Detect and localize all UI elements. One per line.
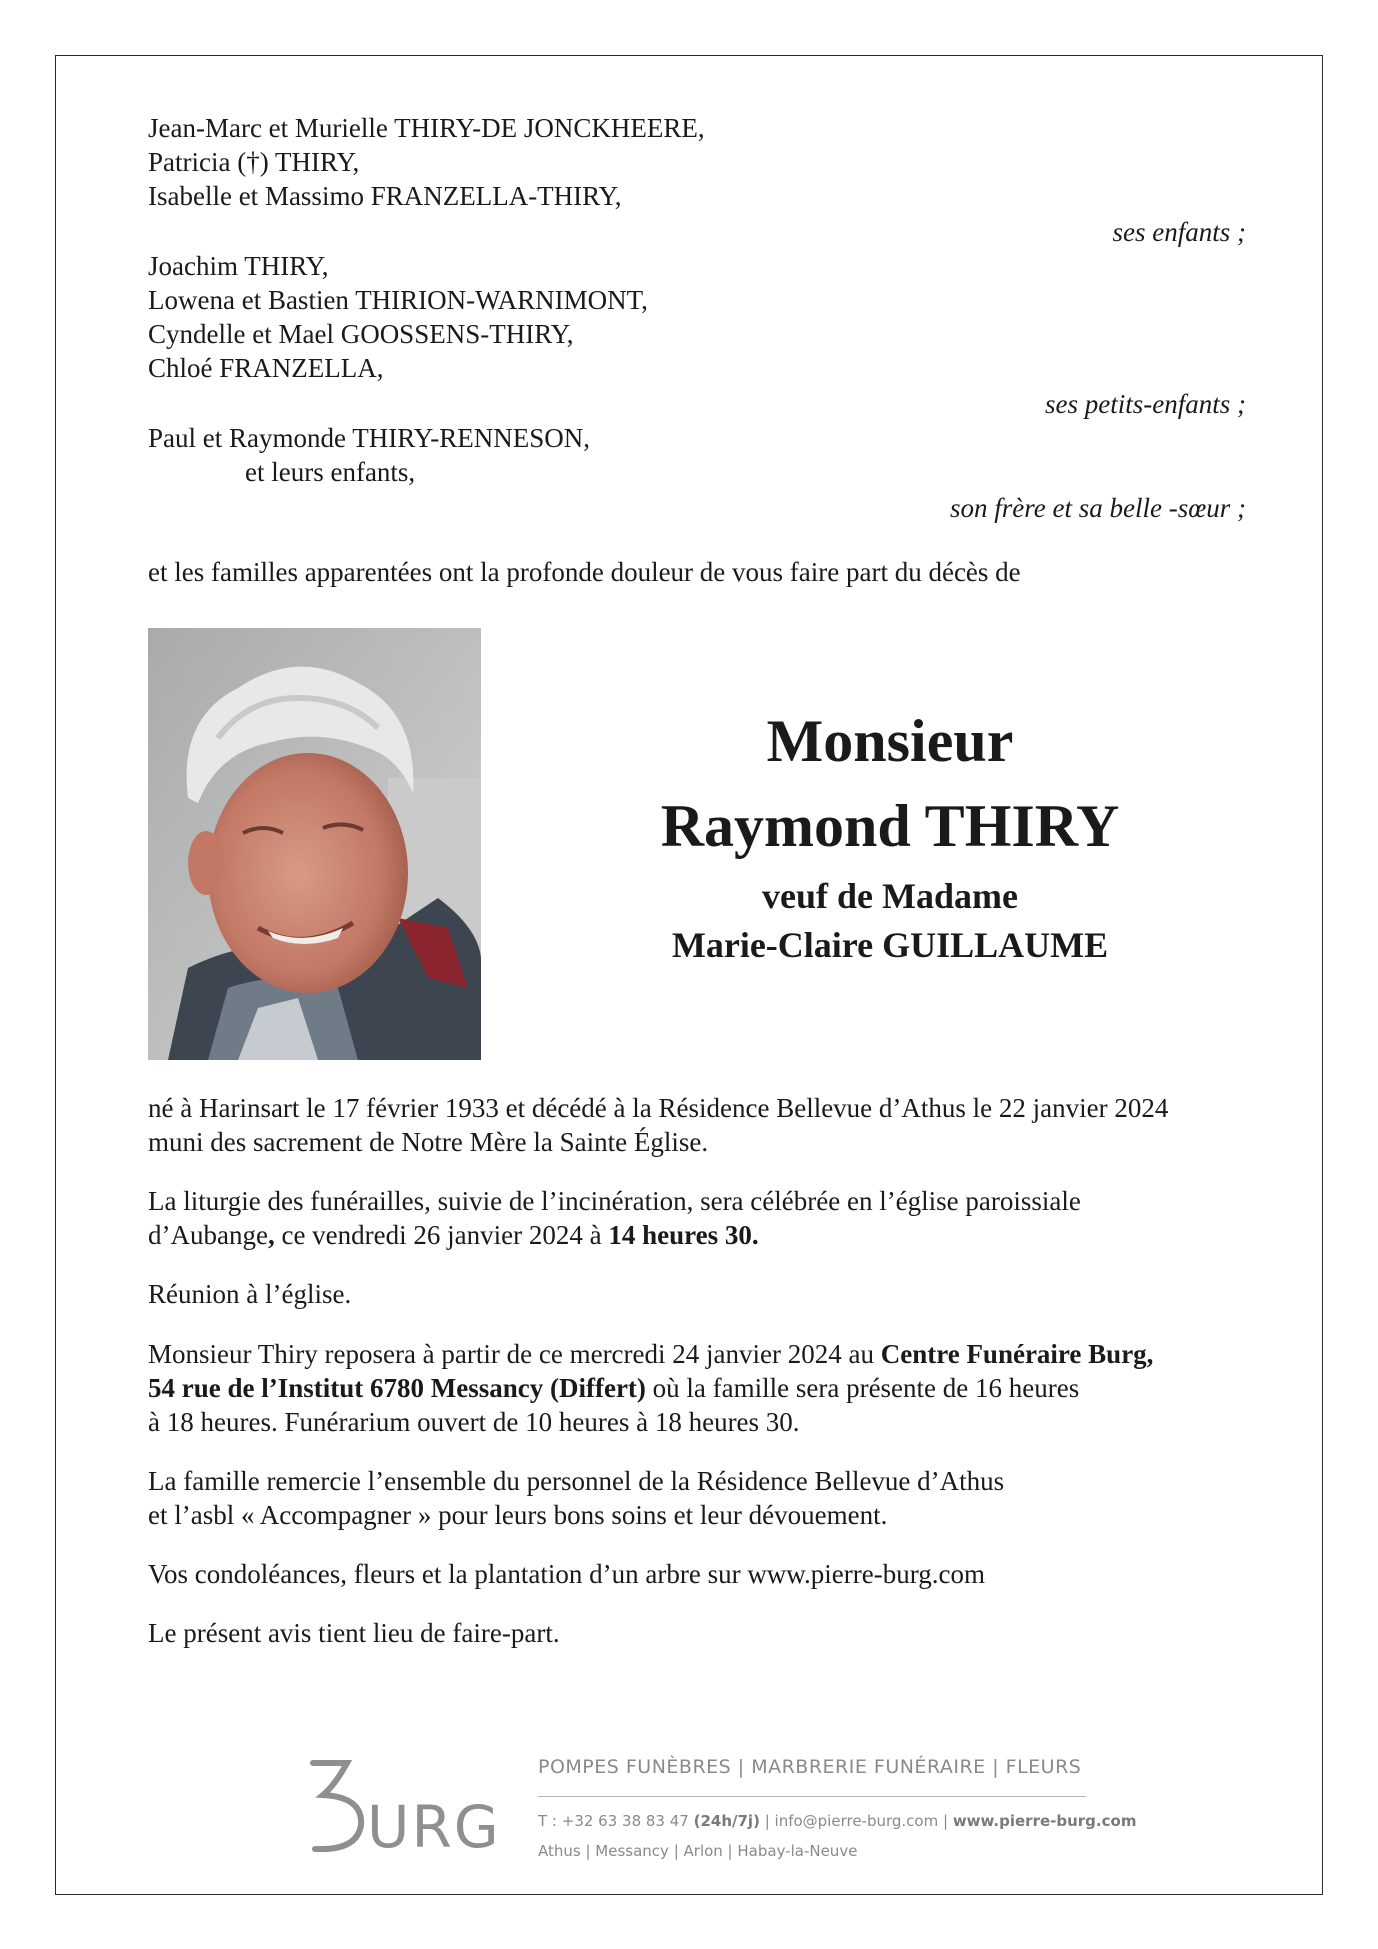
grandchild-line-1: Joachim THIRY, [148,251,329,281]
deceased-title: Monsieur [766,708,1014,774]
grandchild-line-3: Cyndelle et Mael GOOSSENS-THIRY, [148,319,574,349]
notice-line: Le présent avis tient lieu de faire-part. [148,1618,560,1648]
rest-line-3: à 18 heures. Funérarium ouvert de 10 heures à 18 heures 30. [148,1407,800,1437]
child-line-1: Jean-Marc et Murielle THIRY-DE JONCKHEERE, [148,113,705,143]
child-line-3: Isabelle et Massimo FRANZELLA-THIRY, [148,181,622,211]
footer-places: Athus | Messancy | Arlon | Habay-la-Neuve [538,1842,858,1860]
children-role: ses enfants ; [1112,217,1246,247]
sibling-role: son frère et sa belle -sœur ; [950,493,1246,523]
liturgy-time: 14 heures 30. [608,1220,759,1250]
footer-website-link: www.pierre-burg.com [952,1812,1137,1830]
footer-services: POMPES FUNÈBRES | MARBRERIE FUNÉRAIRE | FLEURS [538,1756,1082,1778]
reunion-line: Réunion à l’église. [148,1279,352,1309]
funeral-centre-name: Centre Funéraire Burg, [880,1339,1154,1369]
deceased-name: Raymond THIRY [660,793,1120,859]
rest-line-2: 54 rue de l’Institut 6780 Messancy (Differt) où la famille sera présente de 16 heures [148,1373,1080,1403]
rest-line-1: Monsieur Thiry reposera à partir de ce mercredi 24 janvier 2024 au Centre Funéraire Burg, [148,1339,1154,1369]
burg-logo [305,1755,495,1855]
sibling-children-line: et leurs enfants, [245,457,416,487]
condolences-line: Vos condoléances, fleurs et la plantation d’un arbre sur www.pierre-burg.com [148,1559,985,1589]
sibling-line: Paul et Raymonde THIRY-RENNESON, [148,423,590,453]
svg-text:URG: URG [367,1793,495,1855]
footer-divider [538,1796,1086,1797]
portrait-photo [148,628,481,1060]
grandchild-line-2: Lowena et Bastien THIRION-WARNIMONT, [148,285,648,315]
thanks-line-1: La famille remercie l’ensemble du personnel de la Résidence Bellevue d’Athus [148,1466,1005,1496]
announcement-line: et les familles apparentées ont la profonde douleur de vous faire part du décès de [148,557,1021,587]
birth-death-line-1: né à Harinsart le 17 février 1933 et décédé à la Résidence Bellevue d’Athus le 22 janvier 2024 [148,1093,1169,1123]
thanks-line-2: et l’asbl « Accompagner » pour leurs bons soins et leur dévouement. [148,1500,888,1530]
grandchild-line-4: Chloé FRANZELLA, [148,353,384,383]
funeral-centre-address: 54 rue de l’Institut 6780 Messancy (Differt) [148,1373,646,1403]
liturgy-line-2: d’Aubange, ce vendredi 26 janvier 2024 à 14 heures 30. [148,1220,759,1250]
spouse-name: Marie-Claire GUILLAUME [671,925,1109,965]
grandchildren-role: ses petits-enfants ; [1045,389,1246,419]
widow-line: veuf de Madame [762,876,1018,916]
child-line-2: Patricia (†) THIRY, [148,147,360,177]
birth-death-line-2: muni des sacrement de Notre Mère la Sainte Église. [148,1127,709,1157]
footer-contact: T : +32 63 38 83 47 (24h/7j) | info@pierre-burg.com | www.pierre-burg.com [538,1812,1137,1830]
liturgy-line-1: La liturgie des funérailles, suivie de l’incinération, sera célébrée en l’église paroissiale [148,1186,1081,1216]
